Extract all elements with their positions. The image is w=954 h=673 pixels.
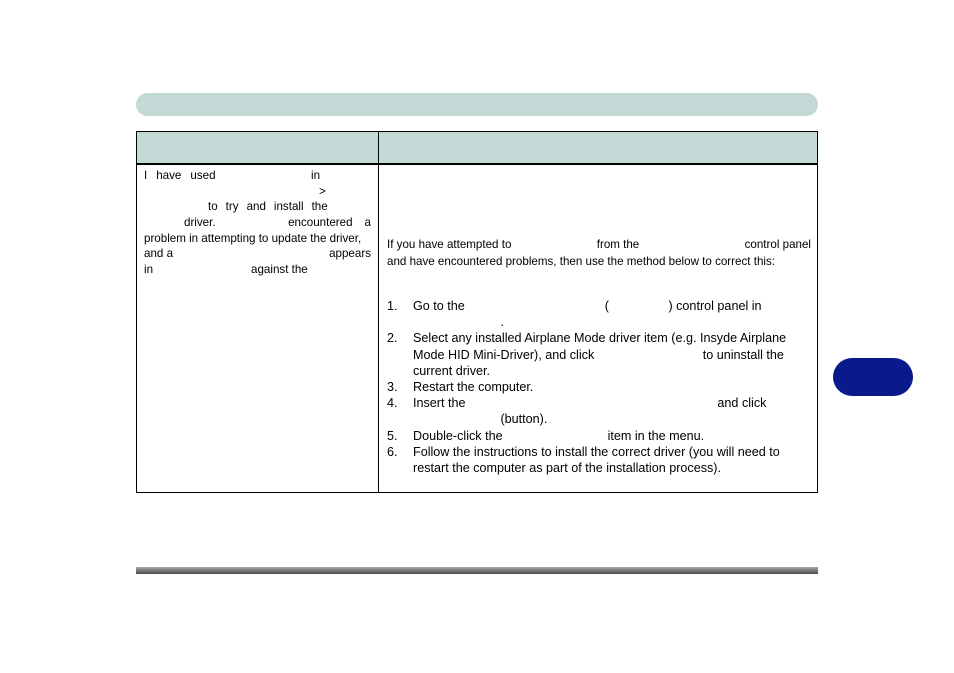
step-text: Insert the and click bbox=[413, 396, 767, 411]
problem-line-2 bbox=[144, 184, 371, 200]
solution-cell bbox=[387, 236, 811, 476]
step-text: restart the computer as part of the installation process). bbox=[413, 460, 721, 475]
problem-word: used bbox=[190, 169, 216, 182]
step-item bbox=[387, 298, 811, 330]
step-text: Restart the computer. bbox=[413, 379, 534, 394]
step-number: 5. bbox=[387, 428, 398, 443]
page-header-bar bbox=[136, 93, 818, 116]
step-text: . bbox=[413, 315, 504, 330]
column-divider bbox=[378, 132, 379, 492]
step-number: 6. bbox=[387, 444, 398, 459]
step-item bbox=[387, 428, 811, 444]
step-number: 4. bbox=[387, 396, 398, 411]
problem-word: to bbox=[208, 200, 218, 214]
step-text: Go to the ( ) control panel in bbox=[413, 299, 762, 313]
solution-steps bbox=[387, 298, 811, 476]
problem-line-3 bbox=[144, 199, 371, 215]
problem-word: in bbox=[144, 263, 154, 277]
step-text: (button). bbox=[413, 412, 548, 427]
problem-word: appears bbox=[329, 247, 371, 261]
step-number: 1. bbox=[387, 299, 398, 313]
problem-cell bbox=[144, 168, 371, 278]
problem-word: in bbox=[311, 169, 321, 182]
step-number: 3. bbox=[387, 379, 398, 394]
solution-intro-line-2: and have encountered problems, then use the method below to correct this: bbox=[387, 255, 775, 268]
problem-word: against the bbox=[251, 263, 308, 277]
solution-intro-line-1 bbox=[387, 236, 811, 253]
step-item bbox=[387, 395, 811, 427]
intro-text: from the bbox=[596, 238, 640, 251]
page-footer-rule bbox=[136, 567, 818, 574]
problem-line-5 bbox=[144, 231, 371, 247]
intro-text: If you have attempted to bbox=[387, 238, 512, 251]
step-item bbox=[387, 379, 811, 395]
problem-line-1 bbox=[144, 168, 371, 184]
problem-word: try bbox=[225, 200, 239, 214]
problem-word: > bbox=[319, 184, 326, 198]
troubleshooting-table bbox=[136, 131, 818, 493]
step-text: Double-click the item in the menu. bbox=[413, 428, 705, 443]
solution-intro bbox=[387, 236, 811, 270]
step-text: Mode HID Mini-Driver), and click to uninstall the bbox=[413, 347, 784, 362]
problem-line-6 bbox=[144, 246, 371, 262]
problem-word: driver. bbox=[184, 216, 216, 230]
step-text: current driver. bbox=[413, 363, 490, 378]
problem-word: and bbox=[246, 200, 266, 214]
problem-word: install bbox=[273, 200, 304, 214]
table-header-row bbox=[137, 132, 817, 165]
step-item bbox=[387, 330, 811, 379]
problem-word: and a bbox=[144, 247, 174, 261]
chapter-tab-marker bbox=[833, 358, 913, 396]
step-text: Select any installed Airplane Mode driver item (e.g. Insyde Airplane bbox=[413, 331, 787, 346]
problem-word: the bbox=[311, 200, 328, 214]
problem-word: encountered bbox=[288, 216, 353, 230]
problem-word: problem in attempting to update the driver, bbox=[144, 231, 362, 245]
problem-word: have bbox=[156, 169, 182, 182]
problem-word: a bbox=[364, 216, 371, 230]
step-text: Follow the instructions to install the correct driver (you will need to bbox=[413, 444, 780, 459]
problem-line-4 bbox=[144, 215, 371, 231]
problem-line-7 bbox=[144, 262, 371, 278]
step-number: 2. bbox=[387, 331, 398, 346]
step-item bbox=[387, 444, 811, 476]
problem-word: I bbox=[144, 169, 148, 182]
intro-text: control panel bbox=[744, 238, 811, 251]
